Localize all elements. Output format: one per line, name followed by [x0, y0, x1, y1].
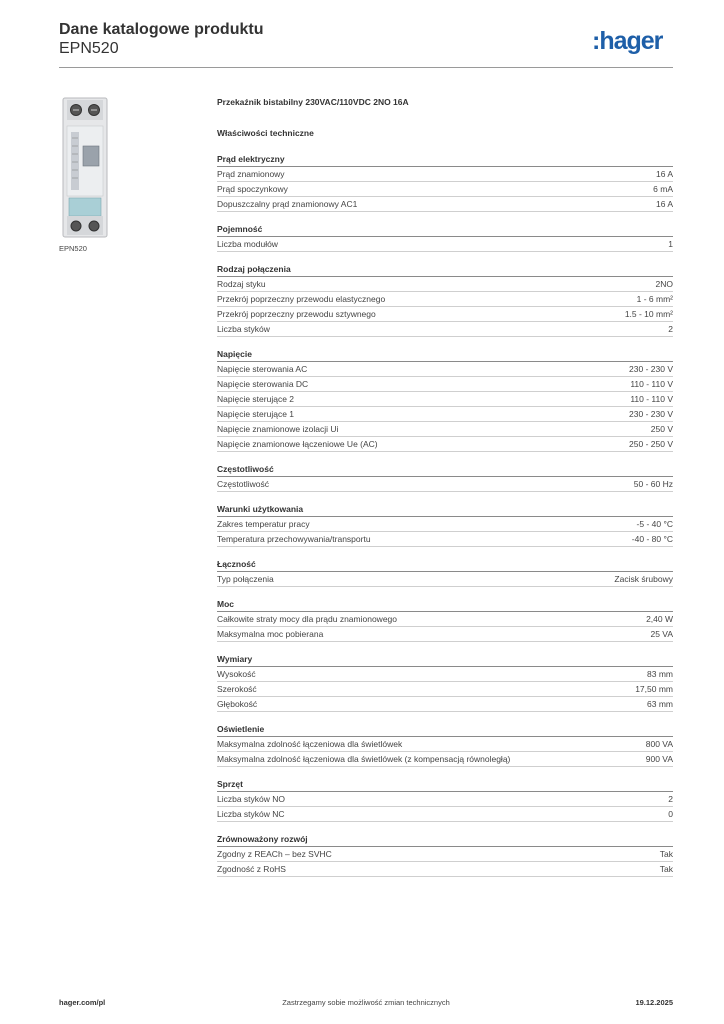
- spec-value: 17,50 mm: [635, 684, 673, 694]
- spec-value: 800 VA: [645, 739, 673, 749]
- spec-value: 6 mA: [653, 184, 673, 194]
- spec-value: 0: [668, 809, 673, 819]
- spec-label: Zgodność z RoHS: [217, 864, 286, 874]
- spec-row: [217, 792, 673, 807]
- spec-label: Maksymalna moc pobierana: [217, 629, 324, 639]
- spec-row: [217, 422, 673, 437]
- spec-section: [217, 653, 673, 712]
- spec-row: [217, 277, 673, 292]
- spec-row: [217, 682, 673, 697]
- spec-value: 1: [668, 239, 673, 249]
- spec-label: Szerokość: [217, 684, 257, 694]
- spec-value: Tak: [659, 864, 673, 874]
- product-code: EPN520: [59, 40, 119, 57]
- spec-value: 230 - 230 V: [629, 409, 673, 419]
- spec-value: 16 A: [655, 169, 673, 179]
- spec-value: 110 - 110 V: [630, 394, 673, 404]
- spec-row: [217, 392, 673, 407]
- spec-label: Napięcie sterujące 2: [217, 394, 295, 404]
- spec-value: 25 VA: [650, 629, 673, 639]
- spec-sections: [217, 153, 673, 877]
- spec-row: [217, 517, 673, 532]
- spec-label: Wysokość: [217, 669, 256, 679]
- hager-logo: [592, 28, 674, 56]
- spec-row: [217, 627, 673, 642]
- tech-properties-title: Właściwości techniczne: [217, 128, 314, 138]
- spec-label: Liczba styków NO: [217, 794, 286, 804]
- spec-content: [217, 96, 673, 877]
- spec-label: Liczba styków: [217, 324, 270, 334]
- spec-value: 2NO: [655, 279, 673, 289]
- spec-value: 2,40 W: [646, 614, 673, 624]
- spec-value: -5 - 40 °C: [636, 519, 673, 529]
- spec-row: [217, 612, 673, 627]
- section-title: Sprzęt: [217, 778, 673, 792]
- spec-value: 2: [668, 324, 673, 334]
- spec-value: Zacisk śrubowy: [614, 574, 673, 584]
- spec-label: Rodzaj styku: [217, 279, 266, 289]
- spec-label: Przekrój poprzeczny przewodu elastycznego: [217, 294, 386, 304]
- spec-label: Zgodny z REACh – bez SVHC: [217, 849, 332, 859]
- spec-section: [217, 463, 673, 492]
- spec-section: [217, 153, 673, 212]
- spec-section: [217, 598, 673, 642]
- spec-value: 16 A: [655, 199, 673, 209]
- image-caption: EPN520: [59, 244, 87, 253]
- spec-label: Głębokość: [217, 699, 258, 709]
- spec-row: [217, 197, 673, 212]
- spec-row: [217, 237, 673, 252]
- footer-website: hager.com/pl: [59, 998, 106, 1007]
- spec-row: [217, 737, 673, 752]
- spec-label: Typ połączenia: [217, 574, 274, 584]
- spec-row: [217, 407, 673, 422]
- spec-row: [217, 362, 673, 377]
- section-title: Warunki użytkowania: [217, 503, 673, 517]
- section-title: Napięcie: [217, 348, 673, 362]
- spec-label: Maksymalna zdolność łączeniowa dla świetlówek: [217, 739, 403, 749]
- spec-row: [217, 697, 673, 712]
- spec-section: [217, 263, 673, 337]
- spec-value: Tak: [659, 849, 673, 859]
- spec-value: 110 - 110 V: [630, 379, 673, 389]
- spec-value: 63 mm: [647, 699, 673, 709]
- spec-value: 1.5 - 10 mm²: [624, 309, 673, 319]
- section-title: Częstotliwość: [217, 463, 673, 477]
- spec-value: 230 - 230 V: [629, 364, 673, 374]
- spec-label: Przekrój poprzeczny przewodu sztywnego: [217, 309, 376, 319]
- spec-label: Częstotliwość: [217, 479, 269, 489]
- svg-text::hager: :hager: [592, 28, 663, 55]
- spec-value: 900 VA: [645, 754, 673, 764]
- spec-row: [217, 862, 673, 877]
- spec-value: -40 - 80 °C: [631, 534, 673, 544]
- spec-row: [217, 307, 673, 322]
- spec-section: [217, 723, 673, 767]
- spec-label: Zakres temperatur pracy: [217, 519, 310, 529]
- spec-section: [217, 503, 673, 547]
- section-title: Moc: [217, 598, 673, 612]
- section-title: Wymiary: [217, 653, 673, 667]
- spec-section: [217, 778, 673, 822]
- spec-value: 250 V: [650, 424, 673, 434]
- spec-label: Prąd znamionowy: [217, 169, 285, 179]
- page-title: Dane katalogowe produktu: [59, 21, 264, 38]
- footer-disclaimer: Zastrzegamy sobie możliwość zmian technicznych: [282, 998, 450, 1007]
- spec-row: [217, 292, 673, 307]
- spec-row: [217, 377, 673, 392]
- spec-label: Liczba styków NC: [217, 809, 285, 819]
- spec-value: 50 - 60 Hz: [633, 479, 673, 489]
- section-title: Łączność: [217, 558, 673, 572]
- spec-label: Napięcie sterowania AC: [217, 364, 308, 374]
- spec-label: Maksymalna zdolność łączeniowa dla świetlówek (z kompensacją równoległą): [217, 754, 511, 764]
- spec-label: Całkowite straty mocy dla prądu znamionowego: [217, 614, 398, 624]
- spec-label: Prąd spoczynkowy: [217, 184, 288, 194]
- spec-value: 1 - 6 mm²: [636, 294, 673, 304]
- spec-value: 2: [668, 794, 673, 804]
- spec-label: Temperatura przechowywania/transportu: [217, 534, 371, 544]
- spec-row: [217, 167, 673, 182]
- section-title: Zrównoważony rozwój: [217, 833, 673, 847]
- section-title: Prąd elektryczny: [217, 153, 673, 167]
- spec-row: [217, 807, 673, 822]
- spec-row: [217, 437, 673, 452]
- spec-section: [217, 833, 673, 877]
- section-title: Oświetlenie: [217, 723, 673, 737]
- spec-section: [217, 348, 673, 452]
- product-name: Przekaźnik bistabilny 230VAC/110VDC 2NO 16A: [217, 97, 409, 107]
- spec-row: [217, 847, 673, 862]
- spec-label: Napięcie sterujące 1: [217, 409, 295, 419]
- spec-value: 83 mm: [647, 669, 673, 679]
- spec-row: [217, 182, 673, 197]
- spec-row: [217, 322, 673, 337]
- page-header: [59, 20, 263, 58]
- product-image: [59, 96, 133, 239]
- section-title: Rodzaj połączenia: [217, 263, 673, 277]
- spec-row: [217, 477, 673, 492]
- spec-label: Napięcie znamionowe izolacji Ui: [217, 424, 339, 434]
- spec-row: [217, 667, 673, 682]
- spec-label: Napięcie sterowania DC: [217, 379, 309, 389]
- spec-row: [217, 752, 673, 767]
- spec-section: [217, 558, 673, 587]
- spec-row: [217, 572, 673, 587]
- spec-label: Liczba modułów: [217, 239, 278, 249]
- spec-section: [217, 223, 673, 252]
- section-title: Pojemność: [217, 223, 673, 237]
- spec-label: Napięcie znamionowe łączeniowe Ue (AC): [217, 439, 378, 449]
- footer-date: 19.12.2025: [635, 998, 673, 1007]
- spec-label: Dopuszczalny prąd znamionowy AC1: [217, 199, 358, 209]
- spec-row: [217, 532, 673, 547]
- header-divider: [59, 67, 673, 68]
- spec-value: 250 - 250 V: [629, 439, 673, 449]
